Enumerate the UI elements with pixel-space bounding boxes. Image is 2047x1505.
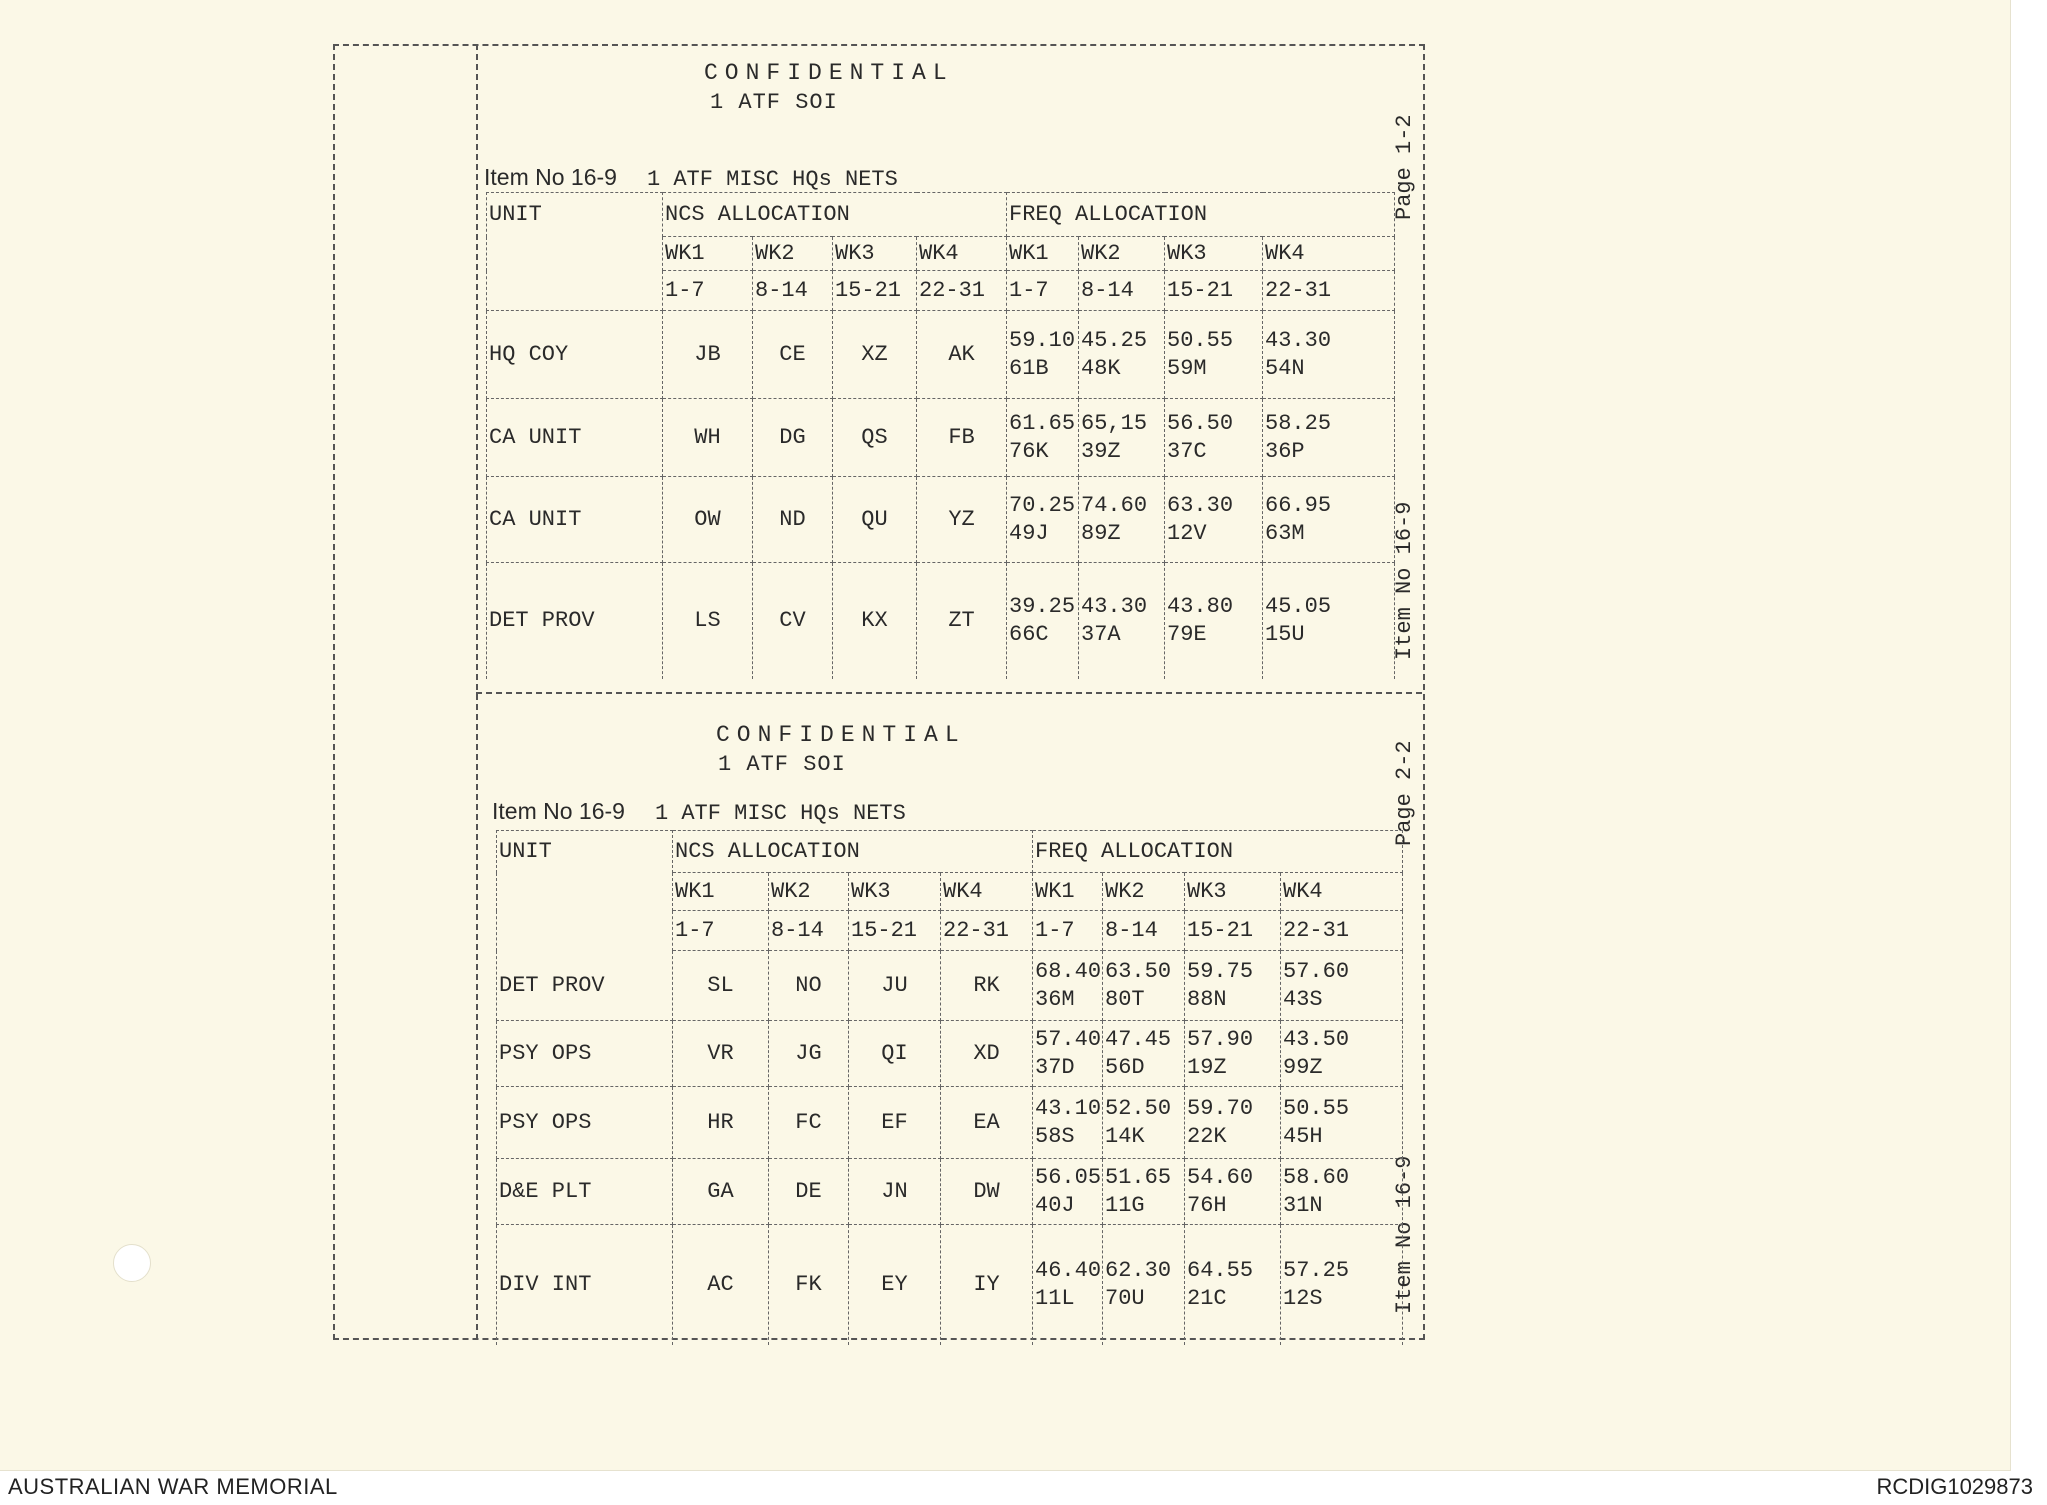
ncs-callsign: XD xyxy=(941,1021,1033,1087)
day-range: 15-21 xyxy=(849,911,941,951)
freq-code: 76K xyxy=(1009,438,1049,464)
freq-cell xyxy=(1281,1225,1403,1345)
freq-cell xyxy=(1281,1087,1403,1159)
frequency: 45.25 xyxy=(1081,327,1148,353)
ncs-callsign: FC xyxy=(769,1087,849,1159)
frequency: 66.95 xyxy=(1265,492,1332,518)
ncs-callsign: SL xyxy=(673,951,769,1021)
week-label: WK3 xyxy=(833,237,917,271)
frequency: 51.65 xyxy=(1105,1164,1172,1190)
freq-code: 37C xyxy=(1167,438,1207,464)
page-2-2 xyxy=(476,692,1422,1340)
frequency: 68.40 xyxy=(1035,958,1102,984)
freq-code: 19Z xyxy=(1187,1054,1227,1080)
side-item-number: Item No 16-9 xyxy=(1392,1155,1417,1314)
unit-name: PSY OPS xyxy=(497,1087,673,1159)
table-row xyxy=(497,1021,1403,1087)
ncs-callsign: DG xyxy=(753,399,833,477)
freq-cell xyxy=(1263,311,1395,399)
freq-cell xyxy=(1185,1159,1281,1225)
day-range: 8-14 xyxy=(753,271,833,311)
item-number: Item No 16-9 xyxy=(484,164,617,190)
frequency: 50.55 xyxy=(1283,1095,1350,1121)
ncs-callsign: EA xyxy=(941,1087,1033,1159)
ncs-header: NCS ALLOCATION xyxy=(663,193,1007,237)
ncs-callsign: ZT xyxy=(917,563,1007,679)
frequency: 58.60 xyxy=(1283,1164,1350,1190)
freq-code: 37D xyxy=(1035,1054,1075,1080)
unit-name: HQ COY xyxy=(487,311,663,399)
frequency: 43.50 xyxy=(1283,1026,1350,1052)
week-label: WK1 xyxy=(1007,237,1079,271)
punch-hole xyxy=(113,1244,151,1282)
freq-cell xyxy=(1185,1087,1281,1159)
day-range: 1-7 xyxy=(1007,271,1079,311)
freq-code: 99Z xyxy=(1283,1054,1323,1080)
freq-code: 54N xyxy=(1265,355,1305,381)
frequency: 57.25 xyxy=(1283,1257,1350,1283)
ncs-callsign: IY xyxy=(941,1225,1033,1345)
ncs-callsign: DW xyxy=(941,1159,1033,1225)
ncs-callsign: KX xyxy=(833,563,917,679)
freq-cell xyxy=(1103,1159,1185,1225)
freq-code: 80T xyxy=(1105,986,1145,1012)
frequency: 50.55 xyxy=(1167,327,1234,353)
frequency: 61.65 xyxy=(1009,410,1076,436)
freq-code: 59M xyxy=(1167,355,1207,381)
freq-cell xyxy=(1033,951,1103,1021)
frequency: 57.40 xyxy=(1035,1026,1102,1052)
ncs-callsign: VR xyxy=(673,1021,769,1087)
frequency: 59.70 xyxy=(1187,1095,1254,1121)
frequency: 74.60 xyxy=(1081,492,1148,518)
week-label: WK4 xyxy=(917,237,1007,271)
freq-code: 12S xyxy=(1283,1285,1323,1311)
freq-code: 45H xyxy=(1283,1123,1323,1149)
item-line xyxy=(492,798,906,826)
freq-cell xyxy=(1079,563,1165,679)
day-range: 8-14 xyxy=(1079,271,1165,311)
footer-archive-name: AUSTRALIAN WAR MEMORIAL xyxy=(8,1474,338,1499)
ncs-callsign: NO xyxy=(769,951,849,1021)
freq-code: 76H xyxy=(1187,1192,1227,1218)
freq-cell xyxy=(1263,399,1395,477)
item-line xyxy=(484,164,898,192)
freq-code: 11L xyxy=(1035,1285,1075,1311)
ncs-callsign: ND xyxy=(753,477,833,563)
unit-name: DIV INT xyxy=(497,1225,673,1345)
freq-code: 15U xyxy=(1265,621,1305,647)
freq-cell xyxy=(1033,1021,1103,1087)
freq-code: 49J xyxy=(1009,520,1049,546)
freq-cell xyxy=(1165,477,1263,563)
freq-code: 37A xyxy=(1081,621,1121,647)
side-page-number: Page 1-2 xyxy=(1392,114,1417,220)
table-row xyxy=(497,1225,1403,1345)
freq-cell xyxy=(1263,563,1395,679)
unit-header: UNIT xyxy=(487,193,663,237)
freq-code: 63M xyxy=(1265,520,1305,546)
net-title: 1 ATF MISC HQs NETS xyxy=(646,167,898,192)
freq-cell xyxy=(1263,477,1395,563)
frequency: 39.25 xyxy=(1009,593,1076,619)
day-range: 22-31 xyxy=(941,911,1033,951)
freq-code: 43S xyxy=(1283,986,1323,1012)
frequency: 63.30 xyxy=(1167,492,1234,518)
frequency: 43.30 xyxy=(1265,327,1332,353)
frequency: 45.05 xyxy=(1265,593,1332,619)
ncs-callsign: CE xyxy=(753,311,833,399)
freq-cell xyxy=(1079,399,1165,477)
freq-code: 88N xyxy=(1187,986,1227,1012)
unit-name: CA UNIT xyxy=(487,477,663,563)
freq-code: 31N xyxy=(1283,1192,1323,1218)
table-row xyxy=(487,563,1395,679)
table-row xyxy=(487,477,1395,563)
ncs-callsign: EF xyxy=(849,1087,941,1159)
week-label: WK2 xyxy=(753,237,833,271)
blank-cell xyxy=(487,237,663,271)
ncs-callsign: JU xyxy=(849,951,941,1021)
week-label: WK2 xyxy=(1079,237,1165,271)
unit-name: DET PROV xyxy=(497,951,673,1021)
frequency: 43.30 xyxy=(1081,593,1148,619)
ncs-callsign: JB xyxy=(663,311,753,399)
week-label: WK4 xyxy=(941,873,1033,911)
table-row xyxy=(487,311,1395,399)
ncs-callsign: CV xyxy=(753,563,833,679)
item-number: Item No 16-9 xyxy=(492,798,625,824)
ncs-callsign: LS xyxy=(663,563,753,679)
ncs-callsign: QS xyxy=(833,399,917,477)
freq-cell xyxy=(1007,563,1079,679)
freq-cell xyxy=(1281,1159,1403,1225)
unit-name: PSY OPS xyxy=(497,1021,673,1087)
frequency: 56.50 xyxy=(1167,410,1234,436)
freq-cell xyxy=(1007,311,1079,399)
frequency: 57.90 xyxy=(1187,1026,1254,1052)
day-range: 15-21 xyxy=(1165,271,1263,311)
day-range: 22-31 xyxy=(917,271,1007,311)
freq-code: 36P xyxy=(1265,438,1305,464)
ncs-callsign: FB xyxy=(917,399,1007,477)
frequency: 52.50 xyxy=(1105,1095,1172,1121)
allocation-table xyxy=(486,192,1395,679)
freq-cell xyxy=(1033,1087,1103,1159)
ncs-callsign: QI xyxy=(849,1021,941,1087)
footer-record-id: RCDIG1029873 xyxy=(1876,1474,2033,1499)
unit-name: DET PROV xyxy=(487,563,663,679)
ncs-callsign: RK xyxy=(941,951,1033,1021)
day-range: 22-31 xyxy=(1263,271,1395,311)
frequency: 57.60 xyxy=(1283,958,1350,984)
freq-cell xyxy=(1281,1021,1403,1087)
week-label: WK3 xyxy=(1185,873,1281,911)
freq-cell xyxy=(1079,477,1165,563)
day-range: 15-21 xyxy=(1185,911,1281,951)
ncs-callsign: JN xyxy=(849,1159,941,1225)
freq-code: 14K xyxy=(1105,1123,1145,1149)
ncs-callsign: OW xyxy=(663,477,753,563)
ncs-callsign: AC xyxy=(673,1225,769,1345)
ncs-callsign: FK xyxy=(769,1225,849,1345)
ncs-callsign: QU xyxy=(833,477,917,563)
week-label: WK3 xyxy=(849,873,941,911)
frequency: 56.05 xyxy=(1035,1164,1102,1190)
frequency: 70.25 xyxy=(1009,492,1076,518)
ncs-callsign: YZ xyxy=(917,477,1007,563)
blank-cell xyxy=(487,271,663,311)
day-range: 1-7 xyxy=(673,911,769,951)
frequency: 63.50 xyxy=(1105,958,1172,984)
unit-name: D&E PLT xyxy=(497,1159,673,1225)
freq-cell xyxy=(1281,951,1403,1021)
ncs-header: NCS ALLOCATION xyxy=(673,831,1033,873)
side-page-number: Page 2-2 xyxy=(1392,740,1417,846)
frequency: 59.75 xyxy=(1187,958,1254,984)
week-label: WK3 xyxy=(1165,237,1263,271)
day-range: 22-31 xyxy=(1281,911,1403,951)
frequency: 46.40 xyxy=(1035,1257,1102,1283)
ncs-callsign: DE xyxy=(769,1159,849,1225)
ncs-callsign: AK xyxy=(917,311,1007,399)
freq-code: 39Z xyxy=(1081,438,1121,464)
week-label: WK2 xyxy=(1103,873,1185,911)
freq-code: 48K xyxy=(1081,355,1121,381)
day-range: 1-7 xyxy=(1033,911,1103,951)
freq-cell xyxy=(1079,311,1165,399)
week-label: WK1 xyxy=(1033,873,1103,911)
page-1-2 xyxy=(476,46,1422,690)
table-row xyxy=(497,1087,1403,1159)
day-range: 8-14 xyxy=(1103,911,1185,951)
ncs-callsign: EY xyxy=(849,1225,941,1345)
freq-code: 61B xyxy=(1009,355,1049,381)
freq-cell xyxy=(1103,951,1185,1021)
ncs-callsign: GA xyxy=(673,1159,769,1225)
allocation-table xyxy=(496,830,1403,1345)
freq-code: 70U xyxy=(1105,1285,1145,1311)
freq-cell xyxy=(1007,399,1079,477)
week-label: WK1 xyxy=(663,237,753,271)
freq-code: 89Z xyxy=(1081,520,1121,546)
freq-cell xyxy=(1103,1021,1185,1087)
side-item-number: Item No 16-9 xyxy=(1392,501,1417,660)
freq-cell xyxy=(1033,1159,1103,1225)
freq-cell xyxy=(1185,1225,1281,1345)
freq-cell xyxy=(1165,311,1263,399)
day-range: 8-14 xyxy=(769,911,849,951)
blank-cell xyxy=(497,911,673,951)
frequency: 43.10 xyxy=(1035,1095,1102,1121)
confidential-heading: CONFIDENTIAL xyxy=(716,722,966,748)
unit-header: UNIT xyxy=(497,831,673,873)
freq-cell xyxy=(1185,1021,1281,1087)
freq-cell xyxy=(1185,951,1281,1021)
week-label: WK4 xyxy=(1263,237,1395,271)
week-label: WK4 xyxy=(1281,873,1403,911)
freq-code: 22K xyxy=(1187,1123,1227,1149)
blank-cell xyxy=(497,873,673,911)
week-label: WK2 xyxy=(769,873,849,911)
freq-code: 40J xyxy=(1035,1192,1075,1218)
ncs-callsign: HR xyxy=(673,1087,769,1159)
day-range: 1-7 xyxy=(663,271,753,311)
ncs-callsign: JG xyxy=(769,1021,849,1087)
freq-header: FREQ ALLOCATION xyxy=(1007,193,1395,237)
freq-cell xyxy=(1165,563,1263,679)
freq-cell xyxy=(1165,399,1263,477)
freq-header: FREQ ALLOCATION xyxy=(1033,831,1403,873)
frequency: 47.45 xyxy=(1105,1026,1172,1052)
freq-code: 21C xyxy=(1187,1285,1227,1311)
freq-code: 58S xyxy=(1035,1123,1075,1149)
freq-code: 79E xyxy=(1167,621,1207,647)
freq-code: 56D xyxy=(1105,1054,1145,1080)
freq-cell xyxy=(1007,477,1079,563)
freq-cell xyxy=(1103,1225,1185,1345)
soi-heading: 1 ATF SOI xyxy=(718,752,846,777)
freq-cell xyxy=(1033,1225,1103,1345)
confidential-heading: CONFIDENTIAL xyxy=(704,60,954,86)
freq-code: 66C xyxy=(1009,621,1049,647)
week-label: WK1 xyxy=(673,873,769,911)
unit-name: CA UNIT xyxy=(487,399,663,477)
table-row xyxy=(497,1159,1403,1225)
freq-code: 11G xyxy=(1105,1192,1145,1218)
day-range: 15-21 xyxy=(833,271,917,311)
table-row xyxy=(497,951,1403,1021)
frequency: 43.80 xyxy=(1167,593,1234,619)
freq-code: 12V xyxy=(1167,520,1207,546)
table-row xyxy=(487,399,1395,477)
net-title: 1 ATF MISC HQs NETS xyxy=(654,801,906,826)
frequency: 65,15 xyxy=(1081,410,1148,436)
soi-heading: 1 ATF SOI xyxy=(710,90,838,115)
freq-cell xyxy=(1103,1087,1185,1159)
ncs-callsign: WH xyxy=(663,399,753,477)
frequency: 54.60 xyxy=(1187,1164,1254,1190)
frequency: 59.10 xyxy=(1009,327,1076,353)
freq-code: 36M xyxy=(1035,986,1075,1012)
frequency: 64.55 xyxy=(1187,1257,1254,1283)
ncs-callsign: XZ xyxy=(833,311,917,399)
frequency: 62.30 xyxy=(1105,1257,1172,1283)
frequency: 58.25 xyxy=(1265,410,1332,436)
